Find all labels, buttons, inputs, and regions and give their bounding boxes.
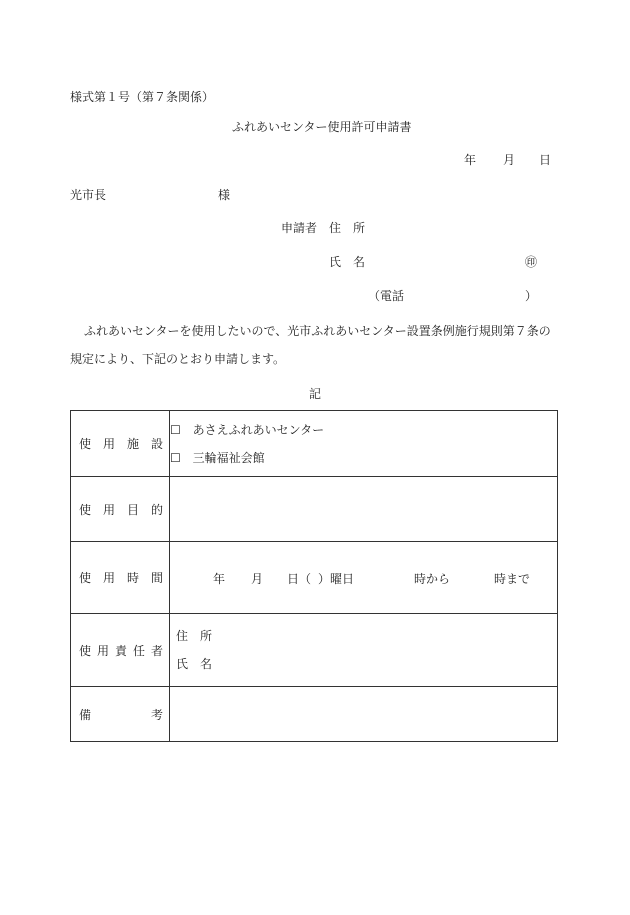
time-label-char: 用 bbox=[102, 571, 115, 585]
time-field[interactable] bbox=[170, 542, 558, 614]
responsible-label bbox=[71, 642, 169, 659]
purpose-label-char: 使 bbox=[79, 502, 92, 517]
time-year: 年 bbox=[213, 572, 226, 586]
remarks-label-char: 備 bbox=[79, 707, 92, 722]
remarks-label bbox=[71, 706, 169, 723]
remarks-label-char: 考 bbox=[150, 707, 163, 722]
facility-option-label: あさえふれあいセンター bbox=[192, 422, 325, 437]
facility-label-char: 用 bbox=[102, 437, 115, 451]
responsible-address-label: 住 所 bbox=[176, 629, 213, 643]
form-title: ふれあいセンター使用許可申請書 bbox=[232, 120, 412, 134]
facility-label-char: 設 bbox=[150, 437, 163, 451]
time-label-char: 使 bbox=[79, 571, 92, 585]
applicant-address-label: 住 所 bbox=[329, 221, 366, 235]
remarks-field[interactable] bbox=[170, 687, 558, 742]
date-month: 月 bbox=[503, 153, 516, 167]
facility-option[interactable] bbox=[170, 416, 557, 444]
date-day: 日 bbox=[539, 153, 552, 167]
responsible-label-char: 用 bbox=[96, 643, 109, 658]
checkbox[interactable]: ☐ bbox=[170, 422, 181, 437]
date-year: 年 bbox=[464, 153, 477, 167]
purpose-field[interactable] bbox=[170, 477, 558, 542]
time-from: 時から bbox=[414, 572, 451, 586]
body-paragraph-line1: ふれあいセンターを使用したいので、光市ふれあいセンター設置条例施行規則第７条の bbox=[84, 324, 551, 338]
applicant-label: 申請者 bbox=[281, 221, 318, 235]
purpose-label-char: 用 bbox=[102, 502, 115, 517]
purpose-label-char: 的 bbox=[150, 502, 163, 517]
facility-options-cell bbox=[170, 411, 558, 477]
time-to: 時まで bbox=[494, 572, 531, 586]
purpose-label bbox=[71, 501, 169, 518]
row-time bbox=[71, 542, 558, 614]
phone-close: ） bbox=[525, 289, 538, 303]
addressee-name: 光市長 bbox=[70, 188, 107, 202]
row-remarks bbox=[71, 687, 558, 742]
applicant-name-label: 氏 名 bbox=[329, 255, 366, 269]
row-purpose bbox=[71, 477, 558, 542]
row-facility bbox=[71, 411, 558, 477]
responsible-label-cell bbox=[71, 614, 170, 687]
body-paragraph-line2: 規定により、下記のとおり申請します。 bbox=[70, 352, 286, 366]
remarks-label-cell bbox=[71, 687, 170, 742]
purpose-label-cell bbox=[71, 477, 170, 542]
time-label-char: 時 bbox=[126, 571, 139, 585]
responsible-label-char: 任 bbox=[132, 643, 145, 658]
purpose-label-char: 目 bbox=[126, 502, 139, 517]
addressee-honorific: 様 bbox=[218, 188, 231, 202]
application-table bbox=[70, 410, 558, 742]
time-label bbox=[71, 569, 169, 586]
ki-heading: 記 bbox=[309, 387, 322, 401]
responsible-label-char: 責 bbox=[114, 643, 127, 658]
responsible-name-label: 氏 名 bbox=[176, 657, 213, 671]
phone-label: （電話 bbox=[368, 289, 405, 303]
responsible-label-char: 者 bbox=[150, 643, 163, 658]
facility-label-cell bbox=[71, 411, 170, 477]
responsible-cell[interactable] bbox=[170, 614, 558, 687]
time-weekday: ）曜日 bbox=[318, 572, 355, 586]
facility-option-label: 三輪福祉会館 bbox=[192, 450, 265, 465]
checkbox[interactable]: ☐ bbox=[170, 450, 181, 465]
facility-label-char: 施 bbox=[126, 437, 139, 451]
time-label-char: 間 bbox=[150, 571, 163, 585]
time-label-cell bbox=[71, 542, 170, 614]
responsible-label-char: 使 bbox=[79, 643, 92, 658]
seal-mark: ㊞ bbox=[525, 255, 538, 269]
facility-label-char: 使 bbox=[79, 437, 92, 451]
time-month: 月 bbox=[251, 572, 264, 586]
time-day: 日（ bbox=[287, 572, 312, 586]
form-number: 様式第１号（第７条関係） bbox=[70, 90, 215, 104]
facility-option[interactable] bbox=[170, 444, 557, 472]
row-responsible bbox=[71, 614, 558, 687]
facility-label bbox=[71, 435, 169, 452]
